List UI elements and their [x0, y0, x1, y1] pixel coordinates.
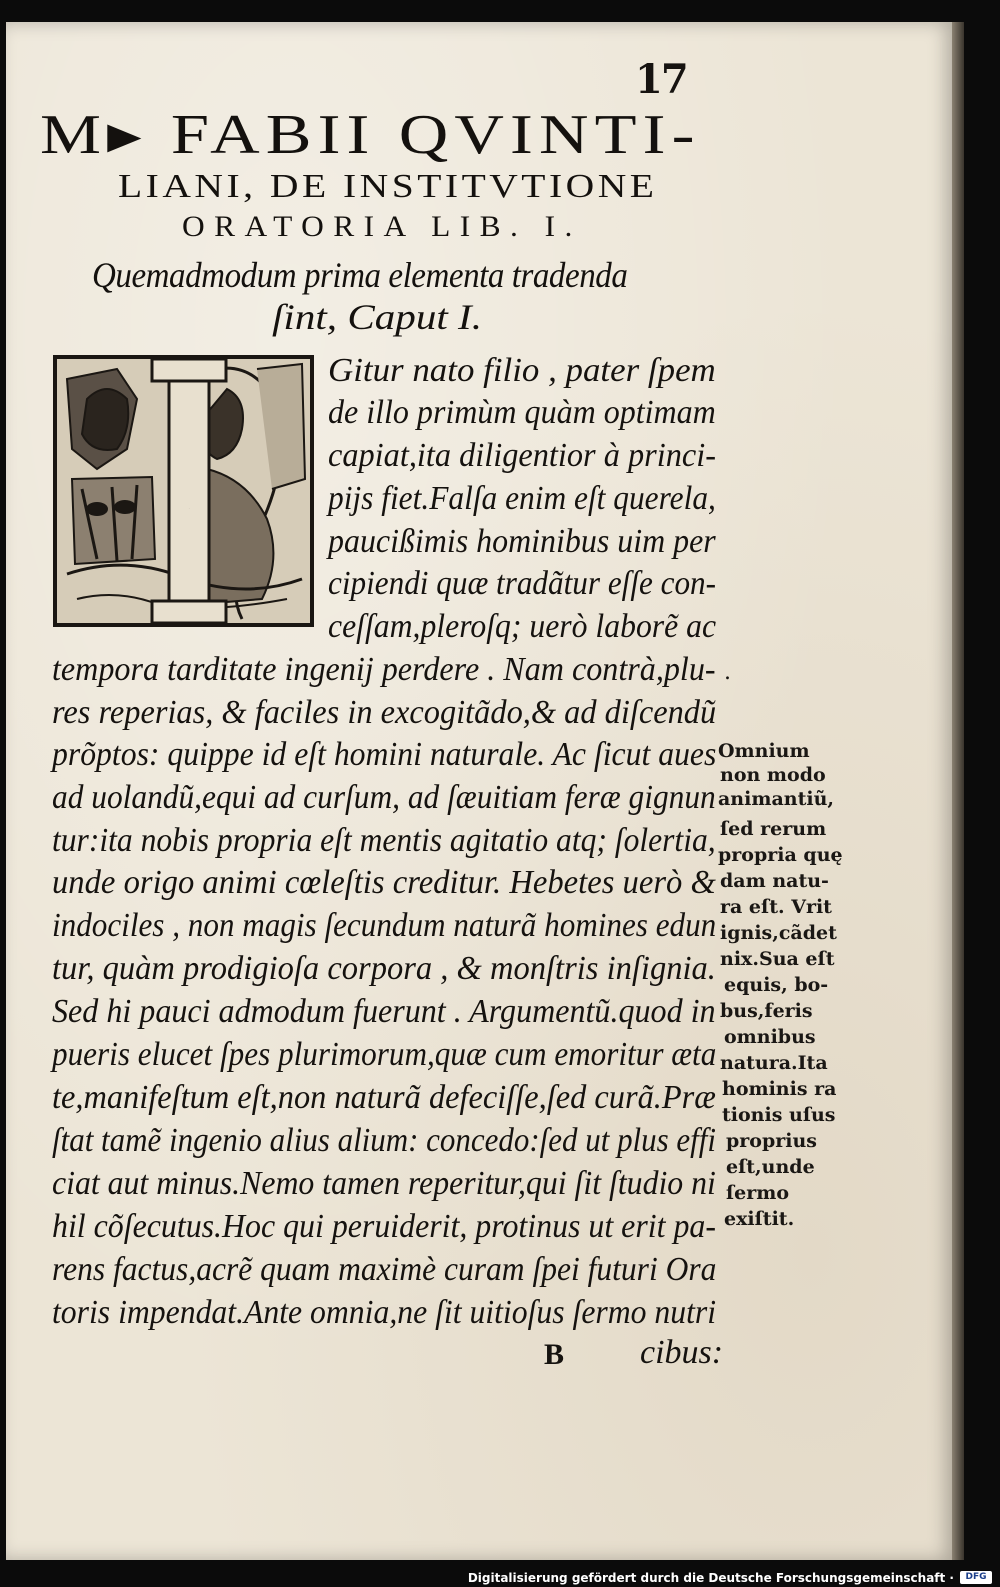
body-line: pijs fiet.Falſa enim eſt querela, [328, 480, 716, 517]
margin-note-line: Omnium [718, 740, 810, 762]
margin-note-line: ra eſt. Vrit [720, 896, 832, 918]
body-line: unde origo animi cœleſtis creditur. Hebetes uerò & [52, 864, 716, 901]
body-line: ceſſam,pleroſq; uerò laborẽ ac [328, 608, 717, 645]
body-line: toris impendat.Ante omnia,ne ſit uitioſus ſermo nutri [52, 1294, 717, 1331]
chapter-heading-line-2: ſint, Caput I. [272, 297, 483, 337]
page-edge-shadow [952, 22, 964, 1560]
margin-note-line: exiſtit. [724, 1208, 795, 1230]
body-line: ad uolandũ,equi ad curſum, ad ſæuitiam feræ gignun [52, 779, 716, 816]
body-line: rens factus,acrẽ quam maximè curam ſpei futuri Ora [52, 1251, 717, 1288]
funding-credit: Digitalisierung gefördert durch die Deutsche Forschungsgemeinschaft · [467, 1571, 954, 1585]
body-line: pueris elucet ſpes plurimorum,quæ cum emoritur æta [52, 1036, 717, 1073]
catchword: cibus: [640, 1334, 724, 1371]
woodcut-illustration [57, 359, 310, 623]
margin-note-line: bus,feris [720, 1000, 813, 1022]
body-line: indociles , non magis ſecundum naturã homines edun [52, 907, 717, 944]
margin-note-line: propria quę [718, 844, 843, 866]
margin-note-line: animantiũ, [718, 788, 834, 810]
dfg-logo: DFG [960, 1571, 992, 1584]
body-line: tempora tarditate ingenij perdere . Nam contrà,plu- [52, 651, 716, 688]
folio-number: 17 [635, 56, 687, 103]
body-line: tur:ita nobis propria eſt mentis agitatio atq; ſolertia, [52, 822, 716, 859]
body-line: paucißimis hominibus uim per [328, 523, 716, 560]
body-line: Gitur nato filio , pater ſpem [328, 352, 716, 389]
title-line-2: LIANI, DE INSTITVTIONE [118, 168, 658, 205]
margin-note-line: natura.Ita [720, 1052, 828, 1074]
body-line: prõptos: quippe id eſt homini naturale. Ac ſicut aues [52, 736, 717, 773]
woodcut-initial-letter [53, 355, 314, 627]
margin-note-line: ſed rerum [720, 818, 827, 840]
signature-mark: B [544, 1338, 565, 1371]
margin-note-line: ignis,cãdet [720, 922, 837, 944]
margin-note-line: hominis ra [722, 1078, 837, 1100]
margin-note-line: omnibus [724, 1026, 816, 1048]
title-line-3: ORATORIA LIB. I. [182, 210, 582, 243]
margin-note-line: tionis uſus [722, 1104, 836, 1126]
margin-note-line: proprius [726, 1130, 817, 1152]
margin-note-line: ſermo [726, 1182, 790, 1204]
body-line: Sed hi pauci admodum fuerunt . Argumentũ.quod in [52, 993, 716, 1030]
margin-note-line: dam natu- [720, 870, 829, 892]
margin-note-line: eſt,unde [726, 1156, 815, 1178]
title-line-1-text: M▸ FABII QVINTI- [40, 104, 701, 166]
body-line: cipiendi quæ tradãtur eſſe con- [328, 565, 717, 602]
initial-letter-glyph: I [188, 509, 190, 510]
body-line: tur, quàm prodigioſa corpora , & monſtris inſignia. [52, 950, 716, 987]
chapter-heading-line-1: Quemadmodum prima elementa tradenda [92, 255, 628, 295]
body-line: ciat aut minus.Nemo tamen reperitur,qui ſit ſtudio ni [52, 1165, 716, 1202]
margin-note-line: nix.Sua eſt [720, 948, 835, 970]
body-line: capiat,ita diligentior à princi- [328, 437, 716, 474]
title-line-1 [40, 102, 701, 167]
body-line: ſtat tamẽ ingenio alius alium: concedo:ſed ut plus effi [52, 1122, 716, 1159]
margin-note-line: equis, bo- [724, 974, 829, 996]
body-line: te,manifeſtum eſt,non naturã defeciſſe,ſed curã.Præ [52, 1079, 716, 1116]
body-line: de illo primùm quàm optimam [328, 394, 716, 431]
body-line: hil cõſecutus.Hoc qui peruiderit, protinus ut erit pa- [52, 1208, 716, 1245]
margin-mark: . [724, 660, 731, 685]
margin-note-line: non modo [720, 764, 826, 786]
body-line: res reperias, & faciles in excogitãdo,& ad diſcendũ [52, 694, 717, 731]
